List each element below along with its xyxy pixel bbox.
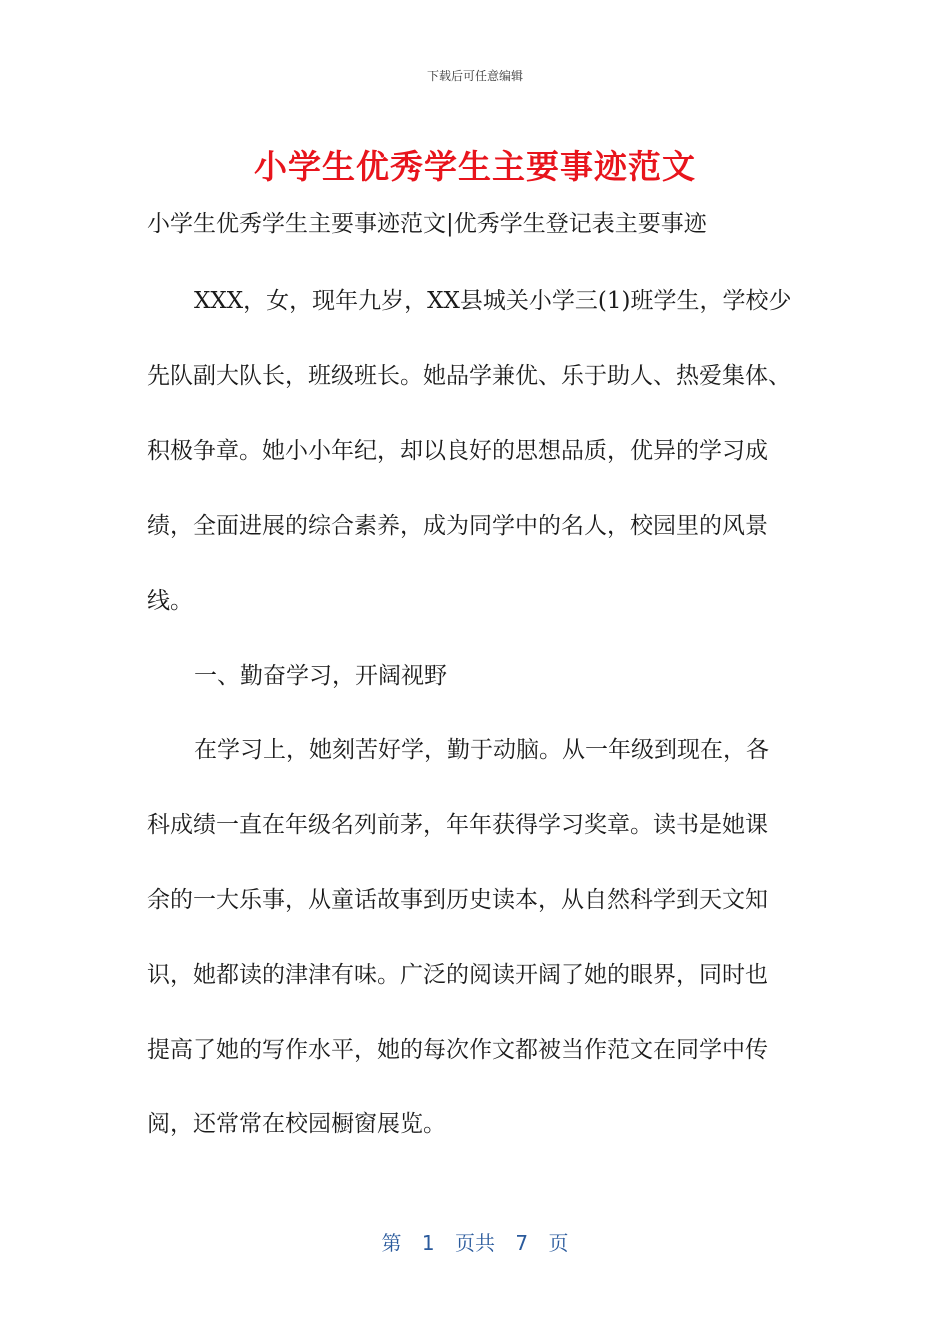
paragraph-line: 识，她都读的津津有味。广泛的阅读开阔了她的眼界，同时也 [147,962,768,988]
header-note: 下载后可任意编辑 [426,69,523,83]
page-label-suffix: 页 [548,1231,569,1255]
paragraph-line: 先队副大队长，班级班长。她品学兼优、乐于助人、热爱集体、 [147,363,791,389]
paragraph-line: 阅，还常常在校园橱窗展览。 [147,1111,446,1137]
paragraph-line: 在学习上，她刻苦好学，勤于动脑。从一年级到现在，各 [194,737,769,763]
paragraph-line: 线。 [147,588,193,614]
document-subtitle: 小学生优秀学生主要事迹范文|优秀学生登记表主要事迹 [147,211,707,237]
paragraph-line: 提高了她的写作水平，她的每次作文都被当作范文在同学中传 [147,1037,768,1063]
document-title: 小学生优秀学生主要事迹范文 [254,147,696,186]
section-heading: 一、勤奋学习，开阔视野 [194,663,447,689]
paragraph-line: 科成绩一直在年级名列前茅，年年获得学习奖章。读书是她课 [147,812,768,838]
total-pages: 7 [515,1231,529,1255]
paragraph-line: 积极争章。她小小年纪，却以良好的思想品质，优异的学习成 [147,438,768,464]
page-label-mid: 页共 [455,1231,495,1255]
page-label-prefix: 第 [381,1231,402,1255]
paragraph-line: XXX，女，现年九岁，XX县城关小学三(1)班学生，学校少 [194,288,792,314]
paragraph-line: 绩，全面进展的综合素养，成为同学中的名人，校园里的风景 [147,513,768,539]
paragraph-line: 余的一大乐事，从童话故事到历史读本，从自然科学到天文知 [147,887,768,913]
page-number: 1 [421,1231,435,1255]
page-footer [0,1227,950,1256]
